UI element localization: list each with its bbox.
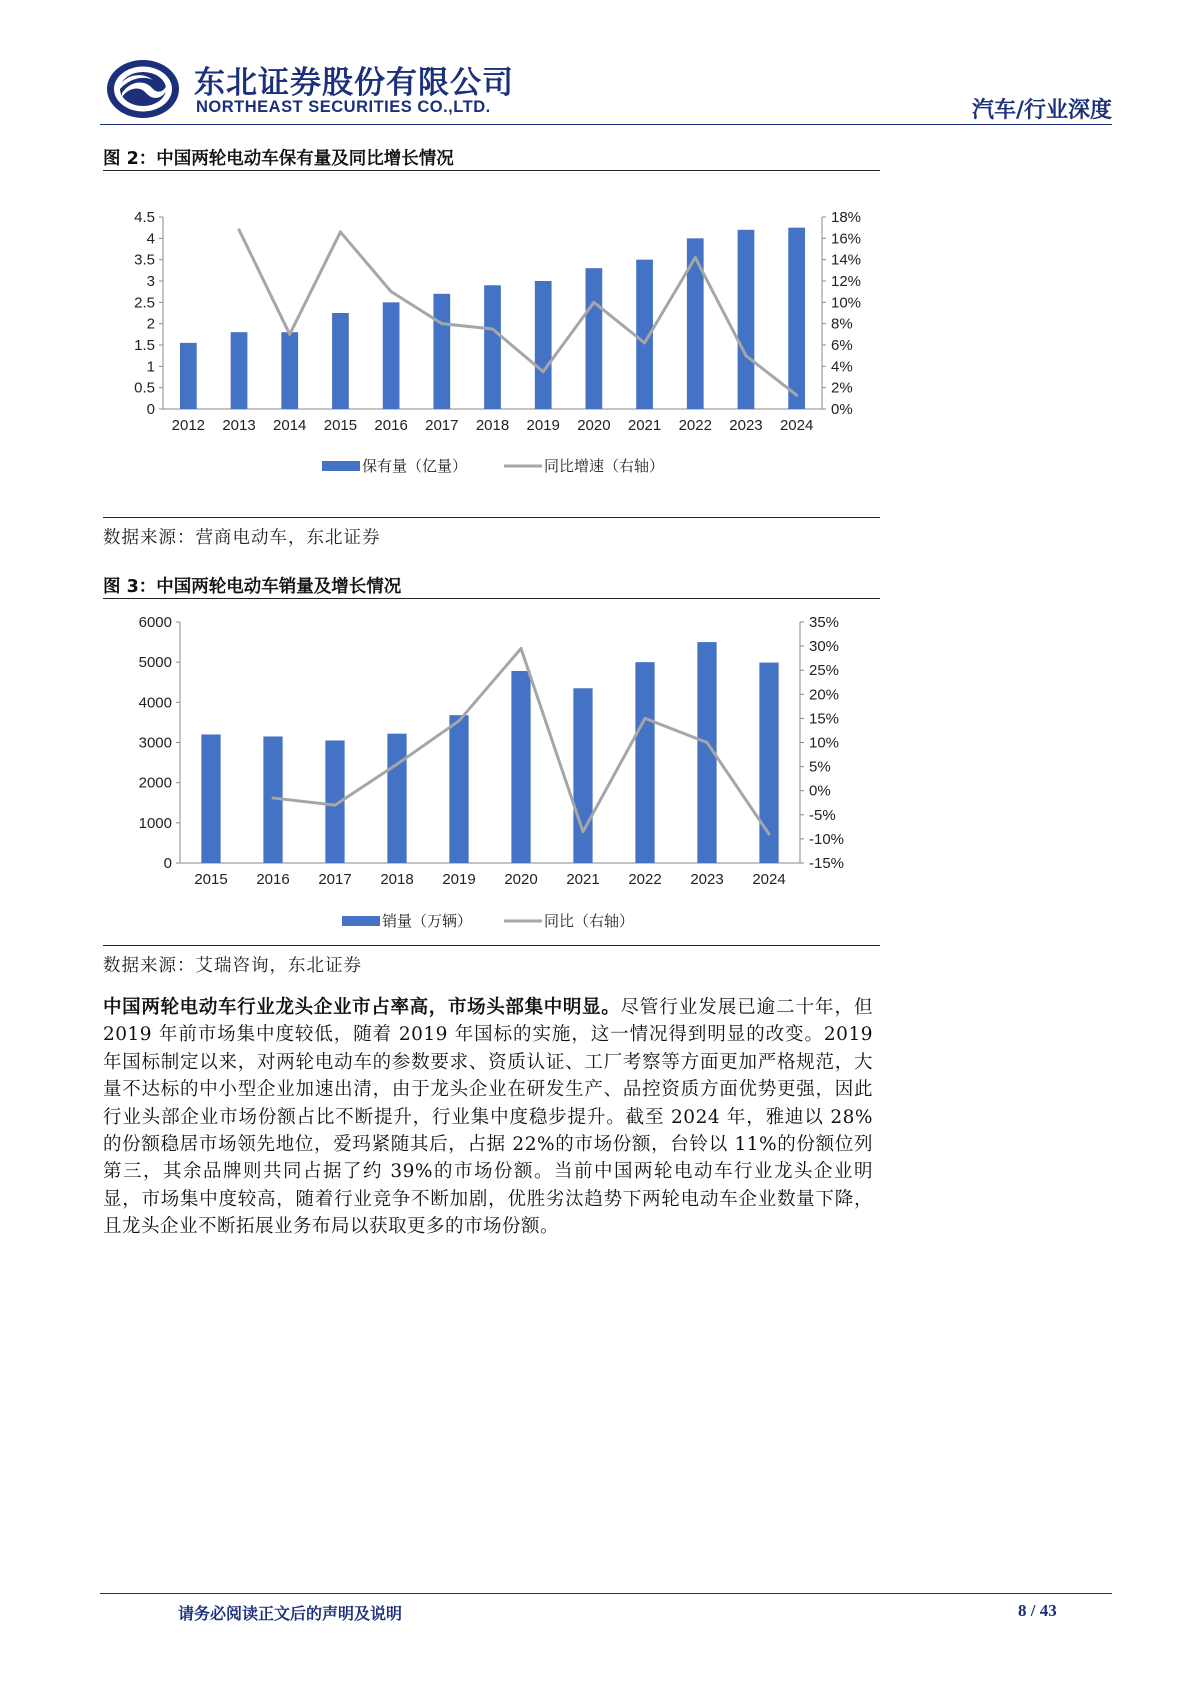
x-tick-label: 2024 [752, 871, 786, 888]
right-tick-label: 6% [831, 337, 853, 354]
left-tick-label: 0 [163, 855, 172, 872]
figure-2-top-rule [103, 170, 880, 171]
x-tick-label: 2020 [504, 871, 538, 888]
x-tick-label: 2015 [194, 871, 228, 888]
left-tick-label: 6000 [138, 614, 172, 631]
bar-2016 [383, 302, 400, 409]
x-tick-label: 2013 [222, 417, 256, 434]
x-tick-label: 2024 [779, 417, 814, 434]
growth-point-2013 [238, 228, 241, 231]
right-tick-label: 5% [809, 758, 831, 776]
chart-ownership [0, 195, 900, 490]
growth-point-2024 [795, 394, 798, 397]
growth-point-2018 [396, 763, 399, 766]
figure-3-bottom-rule [103, 945, 880, 946]
x-tick-label: 2017 [425, 417, 459, 434]
left-tick-label: 5000 [138, 654, 172, 672]
bar-2015 [201, 734, 220, 863]
growth-point-2018 [491, 328, 494, 331]
growth-line [239, 230, 797, 395]
right-tick-label: 25% [809, 662, 840, 680]
bar-2023 [738, 230, 755, 409]
left-tick-label: 1.5 [134, 337, 155, 354]
left-tick-label: 3 [146, 273, 155, 290]
body-paragraph [103, 994, 873, 1241]
right-tick-label: 10% [831, 294, 862, 312]
left-tick-label: 4.5 [134, 209, 155, 226]
right-tick-label: 4% [831, 358, 853, 376]
bar-2019 [449, 715, 468, 863]
x-tick-label: 2023 [729, 417, 763, 434]
right-tick-label: 15% [809, 710, 840, 728]
bar-2013 [231, 332, 248, 409]
growth-point-2020 [592, 301, 595, 304]
bar-2015 [332, 313, 349, 409]
bar-2024 [788, 228, 805, 409]
bar-2018 [484, 285, 501, 409]
bar-2014 [281, 332, 298, 409]
x-tick-label: 2016 [374, 417, 408, 434]
right-tick-label: 12% [831, 273, 862, 290]
footer-rule [100, 1593, 1112, 1594]
bar-2022 [635, 662, 654, 863]
growth-point-2016 [272, 796, 275, 799]
x-tick-label: 2022 [628, 871, 662, 888]
right-tick-label: 10% [809, 734, 840, 752]
figure-2-source: 数据来源：营商电动车，东北证券 [103, 528, 381, 548]
growth-point-2020 [520, 647, 523, 650]
company-name-cn: 东北证券股份有限公司 [194, 65, 514, 101]
bar-2022 [687, 238, 704, 409]
figure-3-source: 数据来源：艾瑞咨询，东北证券 [103, 956, 362, 976]
x-tick-label: 2023 [690, 871, 724, 888]
legend-line-label: 同比增速（右轴） [544, 458, 665, 475]
x-tick-label: 2015 [323, 417, 358, 434]
left-tick-label: 0.5 [134, 379, 155, 397]
x-tick-label: 2020 [577, 417, 611, 434]
report-section: 汽车/行业深度 [971, 98, 1112, 123]
bar-2020 [511, 671, 530, 863]
growth-point-2016 [390, 290, 393, 293]
right-tick-label: 14% [831, 251, 862, 269]
left-tick-label: 1 [146, 358, 155, 376]
paragraph-lead: 中国两轮电动车行业龙头企业市占率高，市场头部集中明显。 [103, 997, 621, 1018]
figure-3-top-rule [103, 598, 880, 599]
right-tick-label: 2% [831, 379, 853, 397]
x-tick-label: 2021 [627, 417, 662, 434]
bar-2021 [573, 688, 592, 863]
right-tick-label: -10% [809, 830, 845, 848]
growth-point-2021 [643, 341, 646, 344]
bar-2012 [180, 343, 197, 409]
figure-2-bottom-rule [103, 517, 880, 518]
x-tick-label: 2018 [380, 871, 414, 888]
legend-bar-label: 销量（万辆） [382, 913, 473, 930]
growth-point-2019 [458, 719, 461, 722]
legend-bar-label: 保有量（亿量） [362, 458, 468, 475]
growth-point-2023 [706, 741, 709, 744]
company-name-en: NORTHEAST SECURITIES CO.,LTD. [196, 98, 491, 116]
x-tick-label: 2016 [256, 871, 290, 888]
bar-2018 [387, 734, 406, 863]
legend-bar-swatch [342, 916, 380, 926]
bar-2017 [433, 294, 450, 409]
left-tick-label: 3.5 [134, 251, 155, 269]
x-tick-label: 2014 [273, 417, 307, 434]
right-tick-label: -15% [809, 855, 845, 872]
x-tick-label: 2022 [678, 417, 712, 434]
footer-disclaimer: 请务必阅读正文后的声明及说明 [178, 1604, 403, 1623]
right-tick-label: 20% [809, 686, 840, 704]
growth-point-2022 [644, 717, 647, 720]
right-tick-label: 0% [831, 401, 853, 418]
paragraph-body: 尽管行业发展已逾二十年，但 2019 年前市场集中度较低，随着 2019 年国标的实施，这一情况得到明显的改变。2019 年国标制定以来，对两轮电动车的参数要求、资质认证、工厂考察等方面更加严格规范，大量不达标的中小型企业加速出清，由于龙头企业在研发生产、品控资质方面优势更强，因此行业头部企业市场份额占比不断提升，行业集中度稳步提升。截至 2024 年，雅迪以 28%的份额稳居市场领先地位，爱玛紧随其后，占据 22%的市场份额，台铃以 11%的份额位列第三，其余品牌则共同占据了约 39%的市场份额。当前中国两轮电动车行业龙头企业明显，市场集中度较高，随着行业竞争不断加剧，优胜劣汰趋势下两轮电动车企业数量下降，且龙头企业不断拓展业务布局以获取更多的市场份额。 [103, 997, 873, 1238]
right-tick-label: 35% [809, 614, 840, 631]
growth-point-2021 [582, 830, 585, 833]
company-logo [105, 58, 181, 120]
page-number: 8 / 43 [1018, 1601, 1057, 1620]
left-tick-label: 4 [146, 230, 155, 248]
figure-3-title: 图 3：中国两轮电动车销量及增长情况 [103, 577, 402, 597]
x-tick-label: 2021 [566, 871, 600, 888]
left-tick-label: 2.5 [134, 294, 155, 312]
right-tick-label: 18% [831, 209, 862, 226]
right-tick-label: 30% [809, 638, 840, 656]
growth-point-2015 [339, 230, 342, 233]
legend-line-label: 同比（右轴） [544, 913, 635, 930]
growth-point-2024 [768, 833, 771, 836]
left-tick-label: 4000 [138, 694, 172, 712]
x-tick-label: 2018 [475, 417, 510, 434]
growth-point-2014 [288, 333, 291, 336]
right-tick-label: -5% [809, 806, 836, 824]
growth-point-2023 [744, 354, 747, 357]
left-tick-label: 3000 [138, 734, 172, 752]
x-tick-label: 2019 [442, 871, 476, 888]
growth-point-2017 [334, 804, 337, 807]
chart-sales [0, 605, 900, 940]
left-tick-label: 2 [146, 315, 155, 333]
bar-2020 [586, 268, 603, 409]
left-tick-label: 0 [146, 401, 155, 418]
growth-point-2022 [694, 256, 697, 259]
x-tick-label: 2019 [526, 417, 560, 434]
growth-point-2017 [440, 322, 443, 325]
left-tick-label: 2000 [138, 774, 172, 792]
growth-point-2019 [542, 370, 545, 373]
bar-2019 [535, 281, 552, 409]
left-tick-label: 1000 [138, 814, 172, 832]
figure-2-title: 图 2：中国两轮电动车保有量及同比增长情况 [103, 149, 454, 169]
right-tick-label: 8% [831, 315, 853, 333]
legend-bar-swatch [322, 461, 360, 471]
right-tick-label: 16% [831, 230, 862, 248]
header-rule [100, 124, 1112, 125]
x-tick-label: 2017 [318, 871, 352, 888]
x-tick-label: 2012 [171, 417, 206, 434]
right-tick-label: 0% [809, 782, 831, 800]
